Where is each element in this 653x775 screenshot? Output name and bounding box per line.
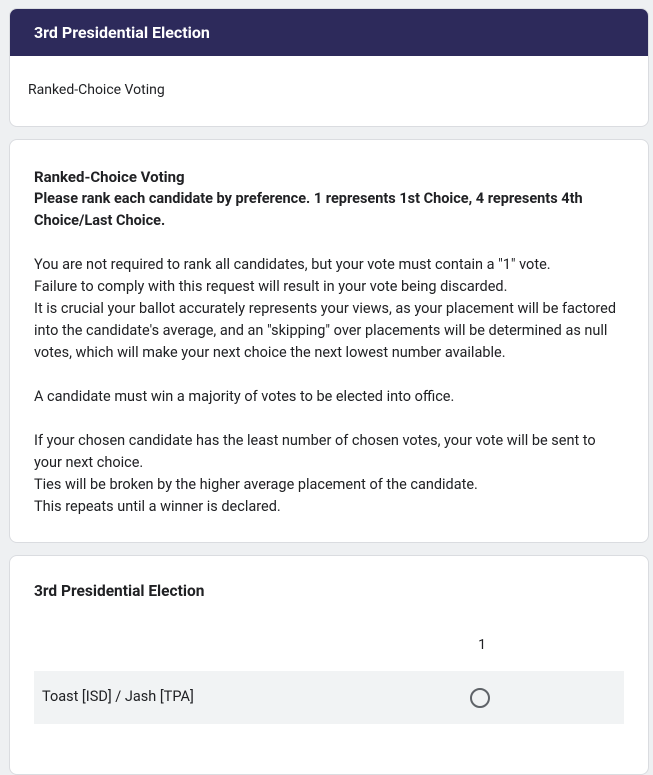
info-title: Ranked-Choice Voting [34,168,185,186]
info-line: If your chosen candidate has the least number of chosen votes, your vote will be sent to your next choice. [34,432,596,471]
info-line: Failure to comply with this request will result in your vote being discarded. [34,278,508,295]
grid-row [34,671,624,724]
question-card [9,555,649,775]
form-title: 3rd Presidential Election [10,9,648,56]
info-line: You are not required to rank all candidates, but your vote must contain a "1" vote. [34,256,551,273]
info-body [10,140,648,518]
question-title: 3rd Presidential Election [34,582,205,600]
info-line: It is crucial your ballot accurately represents your views, as your placement will be factored into the candidate's average, and an "skipping" over placements will be determined as null votes, which will make your next choice the next lowest number available. [34,300,617,361]
info-line: A candidate must win a majority of votes to be elected into office. [34,388,455,405]
info-line: This repeats until a winner is declared. [34,498,281,515]
form-description: Ranked-Choice Voting [28,82,165,98]
grid-row-label: Toast [ISD] / Jash [TPA] [42,688,194,705]
info-section-card [9,139,649,543]
radio-button[interactable] [470,688,490,708]
grid-column-header: 1 [478,637,486,653]
info-line: Ties will be broken by the higher average placement of the candidate. [34,476,478,493]
form-header-card [9,8,649,127]
info-instruction: Please rank each candidate by preference. 1 represents 1st Choice, 4 represents 4th Choice/Last Choice. [34,190,583,229]
